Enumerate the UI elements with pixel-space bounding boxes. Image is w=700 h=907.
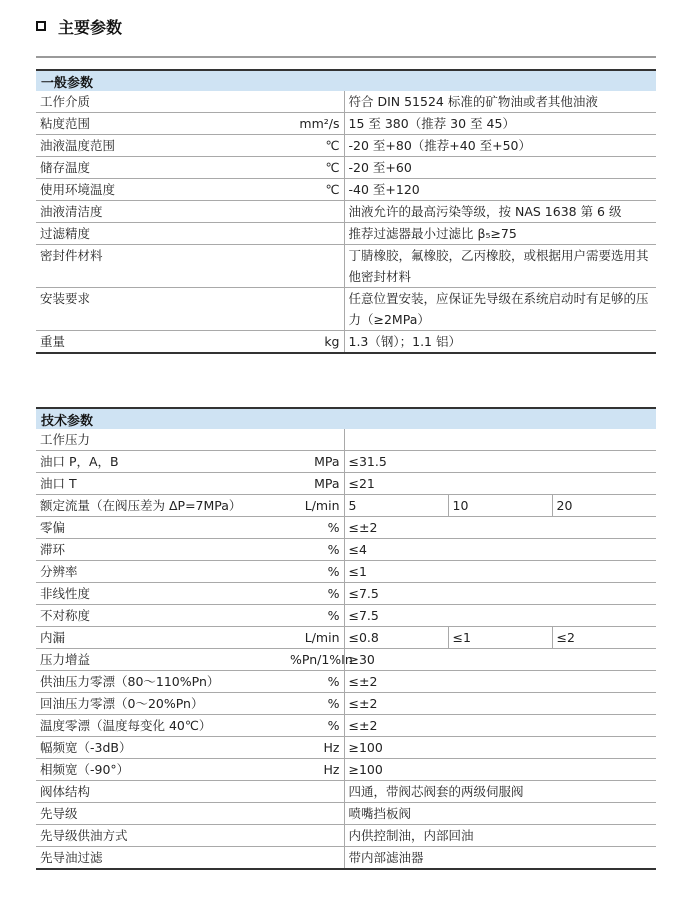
param-name: 内漏	[36, 627, 286, 649]
param-unit: Hz	[286, 759, 344, 781]
param-value: 1.3（钢）；1.1 铝）	[344, 331, 656, 354]
general-section-heading	[36, 69, 656, 91]
param-value: -20 至+60	[344, 157, 656, 179]
table-row	[36, 157, 656, 179]
param-unit	[286, 847, 344, 870]
param-name: 先导油过滤	[36, 847, 286, 870]
param-value: ≤0.8	[344, 627, 448, 649]
param-value: -20 至+80（推荐+40 至+50）	[344, 135, 656, 157]
param-name: 过滤精度	[36, 223, 286, 245]
table-row	[36, 451, 656, 473]
param-value: ≥100	[344, 737, 656, 759]
param-name: 零偏	[36, 517, 286, 539]
table-row	[36, 715, 656, 737]
param-name: 密封件材料	[36, 245, 286, 288]
param-value: ≤±2	[344, 671, 656, 693]
param-value: 四通，带阀芯阀套的两级伺服阀	[344, 781, 656, 803]
table-row	[36, 331, 656, 354]
table-row	[36, 245, 656, 288]
param-unit	[286, 429, 344, 451]
table-row	[36, 113, 656, 135]
table-row	[36, 649, 656, 671]
table-row	[36, 201, 656, 223]
param-name: 温度零漂（温度每变化 40℃）	[36, 715, 286, 737]
param-unit: %	[286, 517, 344, 539]
table-row	[36, 561, 656, 583]
param-name: 供油压力零漂（80～110%Pn）	[36, 671, 286, 693]
table-row	[36, 693, 656, 715]
param-value: ≤21	[344, 473, 656, 495]
param-name: 使用环境温度	[36, 179, 286, 201]
param-name: 油口 P，A，B	[36, 451, 286, 473]
table-row	[36, 91, 656, 113]
param-name: 重量	[36, 331, 286, 354]
table-row	[36, 495, 656, 517]
technical-params-table	[36, 429, 656, 870]
param-unit: %	[286, 693, 344, 715]
param-value: 带内部滤油器	[344, 847, 656, 870]
param-name: 油液温度范围	[36, 135, 286, 157]
table-row	[36, 223, 656, 245]
table-row	[36, 135, 656, 157]
param-unit	[286, 288, 344, 331]
param-name: 油液清洁度	[36, 201, 286, 223]
param-name: 储存温度	[36, 157, 286, 179]
param-value: ≤4	[344, 539, 656, 561]
table-row	[36, 671, 656, 693]
param-value: ≤±2	[344, 715, 656, 737]
general-heading-text: 一般参数	[41, 75, 94, 91]
param-unit	[286, 825, 344, 847]
param-unit: kg	[286, 331, 344, 354]
param-unit: L/min	[286, 627, 344, 649]
param-value: 15 至 380（推荐 30 至 45）	[344, 113, 656, 135]
title-divider	[36, 56, 656, 58]
param-value: ≤±2	[344, 693, 656, 715]
param-name: 压力增益	[36, 649, 286, 671]
param-unit: L/min	[286, 495, 344, 517]
table-row	[36, 517, 656, 539]
param-unit: mm²/s	[286, 113, 344, 135]
table-row	[36, 847, 656, 870]
table-row	[36, 825, 656, 847]
table-row	[36, 781, 656, 803]
param-name: 油口 T	[36, 473, 286, 495]
param-name: 安装要求	[36, 288, 286, 331]
param-value	[344, 429, 656, 451]
param-name: 先导级	[36, 803, 286, 825]
param-unit: ℃	[286, 157, 344, 179]
param-name: 工作介质	[36, 91, 286, 113]
param-unit: ℃	[286, 179, 344, 201]
param-name: 分辨率	[36, 561, 286, 583]
param-unit: MPa	[286, 451, 344, 473]
param-unit: %	[286, 539, 344, 561]
technical-section-heading	[36, 407, 656, 429]
param-value: 符合 DIN 51524 标准的矿物油或者其他油液	[344, 91, 656, 113]
table-row	[36, 429, 656, 451]
param-value: 油液允许的最高污染等级，按 NAS 1638 第 6 级	[344, 201, 656, 223]
table-row	[36, 179, 656, 201]
table-row	[36, 288, 656, 331]
param-unit: ℃	[286, 135, 344, 157]
param-name: 回油压力零漂（0～20%Pn）	[36, 693, 286, 715]
param-value: ≥100	[344, 759, 656, 781]
param-unit	[286, 91, 344, 113]
param-name: 幅频宽（-3dB）	[36, 737, 286, 759]
table-row	[36, 737, 656, 759]
param-unit	[286, 201, 344, 223]
page-title	[36, 14, 122, 38]
param-value: ≤2	[552, 627, 656, 649]
table-row	[36, 583, 656, 605]
param-value: ≤7.5	[344, 583, 656, 605]
param-value: ≤31.5	[344, 451, 656, 473]
param-value: 喷嘴挡板阀	[344, 803, 656, 825]
param-value: ≤7.5	[344, 605, 656, 627]
param-value: ≤1	[344, 561, 656, 583]
param-value: 任意位置安装，应保证先导级在系统启动时有足够的压力（≥2MPa）	[344, 288, 656, 331]
param-unit	[286, 803, 344, 825]
param-value: -40 至+120	[344, 179, 656, 201]
param-unit: %	[286, 715, 344, 737]
param-value: ≤1	[448, 627, 552, 649]
param-unit: %Pn/1%In	[286, 649, 344, 671]
table-row	[36, 759, 656, 781]
checkbox-square-icon	[36, 21, 46, 31]
table-row	[36, 627, 656, 649]
param-name: 工作压力	[36, 429, 286, 451]
technical-heading-text: 技术参数	[41, 413, 94, 429]
param-unit: %	[286, 605, 344, 627]
param-value: ≤±2	[344, 517, 656, 539]
param-name: 粘度范围	[36, 113, 286, 135]
param-name: 不对称度	[36, 605, 286, 627]
table-row	[36, 605, 656, 627]
table-row	[36, 473, 656, 495]
param-unit: %	[286, 561, 344, 583]
param-value: ≥30	[344, 649, 656, 671]
param-unit: Hz	[286, 737, 344, 759]
table-row	[36, 803, 656, 825]
param-value: 内供控制油，内部回油	[344, 825, 656, 847]
param-unit: MPa	[286, 473, 344, 495]
param-value: 20	[552, 495, 656, 517]
param-name: 阀体结构	[36, 781, 286, 803]
param-value: 5	[344, 495, 448, 517]
param-unit: %	[286, 583, 344, 605]
param-name: 滞环	[36, 539, 286, 561]
page-title-text: 主要参数	[58, 17, 123, 37]
param-name: 相频宽（-90°）	[36, 759, 286, 781]
param-value: 丁腈橡胶，氟橡胶，乙丙橡胶，或根据用户需要选用其他密封材料	[344, 245, 656, 288]
param-value: 推荐过滤器最小过滤比 β₅≥75	[344, 223, 656, 245]
param-name: 先导级供油方式	[36, 825, 286, 847]
param-name: 非线性度	[36, 583, 286, 605]
param-unit: %	[286, 671, 344, 693]
param-name: 额定流量（在阀压差为 ΔP=7MPa）	[36, 495, 286, 517]
param-unit	[286, 223, 344, 245]
param-value: 10	[448, 495, 552, 517]
param-unit	[286, 245, 344, 288]
table-row	[36, 539, 656, 561]
param-unit	[286, 781, 344, 803]
general-params-table	[36, 91, 656, 354]
